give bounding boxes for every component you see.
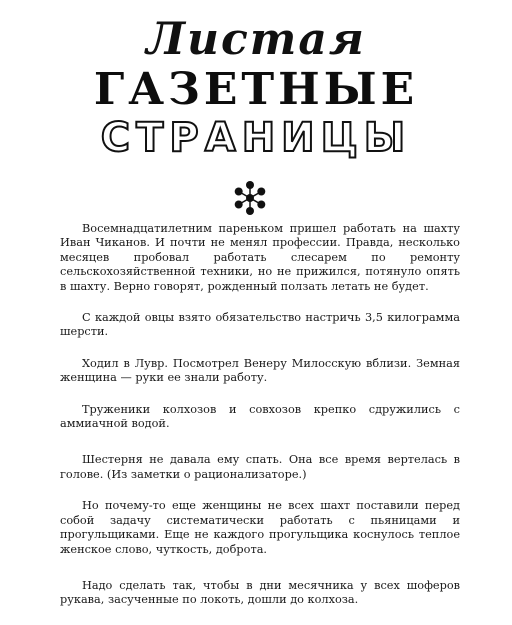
paragraph-1: Восемнадцатилетним пареньком пришел работать на шахту Иван Чиканов. И почти не менял профессии. Правда, несколько месяцев пробовал работать слесарем по ремонту сельскохозяйственной техники, но не прижился, потянуло опять в шахту. Верно говорят, рожденный ползать летать не будет. — [60, 222, 460, 293]
title-bold-line: ГАЗЕТНЫЕ — [93, 64, 419, 115]
title-outline-line: СТРАНИЦЫ — [100, 115, 412, 161]
paragraph-5: Шестерня не давала ему спать. Она все время вертелась в голове. (Из заметки о рационализаторе.) — [60, 453, 460, 481]
article-body — [60, 222, 460, 625]
paragraph-2: С каждой овцы взято обязательство настричь 3,5 килограмма шерсти. — [60, 311, 460, 339]
title-script-line: Листая — [146, 14, 366, 65]
paragraph-4: Труженики колхозов и совхозов крепко сдружились с аммиачной водой. — [60, 402, 460, 431]
flower-ornament-icon — [230, 178, 270, 218]
paragraph-3: Ходил в Лувр. Посмотрел Венеру Милосскую вблизи. Земная женщина — руки ее знали работу. — [60, 356, 460, 385]
paragraph-7: Надо сделать так, чтобы в дни месячника у всех шоферов рукава, засученные по локоть, дошли до колхоза. — [60, 578, 460, 607]
paragraph-6: Но почему-то еще женщины не всех шахт поставили перед собой задачу систематически работать с пьяницами и прогульщиками. Еще не каждого прогульщика коснулось теплое женское слово, чуткость, доброта. — [60, 499, 460, 556]
